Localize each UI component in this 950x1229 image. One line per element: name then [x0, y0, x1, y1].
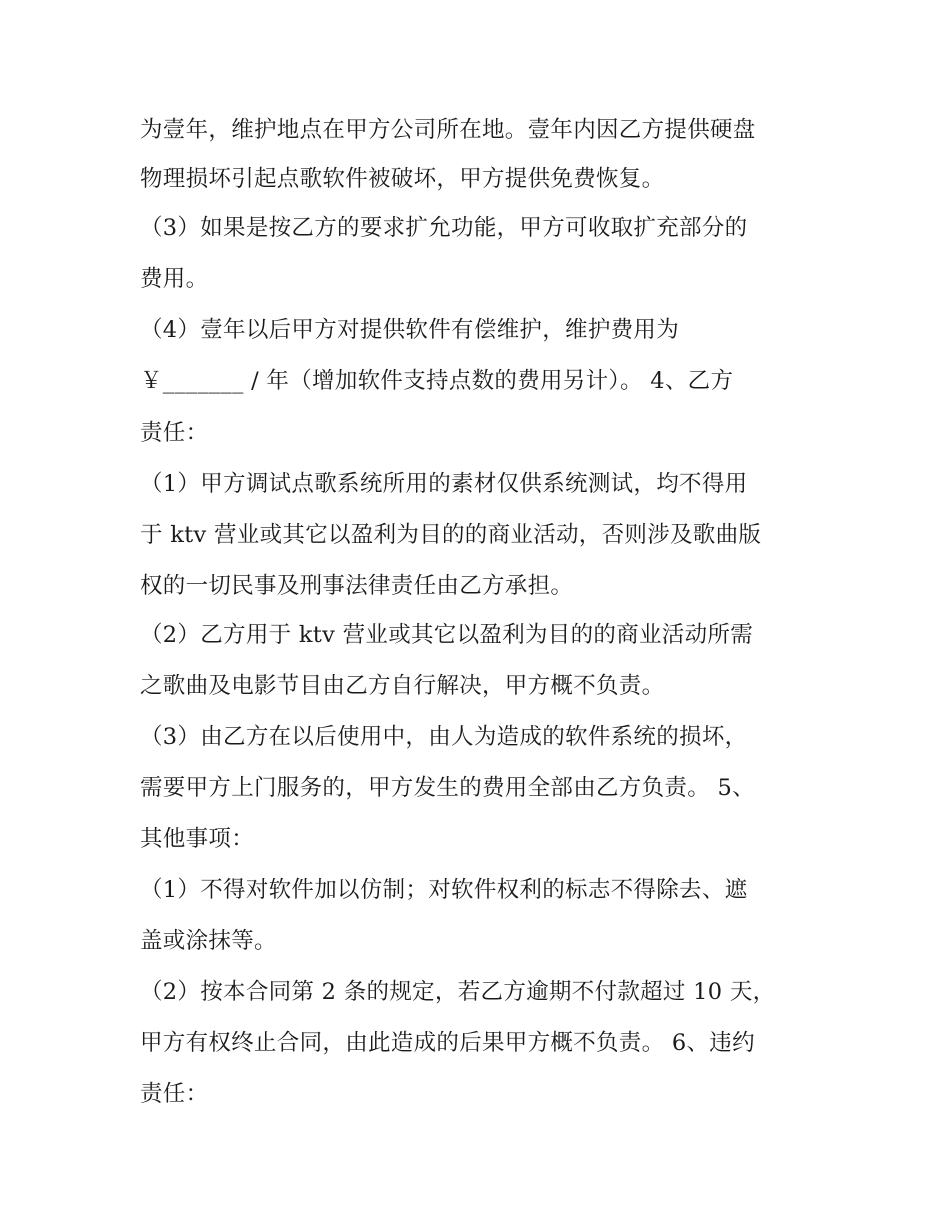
text-line: 需要甲方上门服务的，甲方发生的费用全部由乙方负责。 5、	[140, 775, 755, 801]
text-line: 之歌曲及电影节目由乙方自行解决，甲方概不负责。	[140, 673, 665, 699]
text-line: （4）壹年以后甲方对提供软件有偿维护，维护费用为	[140, 317, 680, 343]
text-line: （1）不得对软件加以仿制；对软件权利的标志不得除去、遮	[140, 877, 748, 903]
text-line: ￥_______ / 年（增加软件支持点数的费用另计）。 4、乙方	[140, 368, 734, 394]
text-line: 物理损坏引起点歌软件被破坏，甲方提供免费恢复。	[140, 166, 665, 192]
text-line: （3）由乙方在以后使用中，由人为造成的软件系统的损坏，	[140, 724, 748, 750]
text-line: 盖或涂抹等。	[140, 928, 277, 954]
text-line: 甲方有权终止合同，由此造成的后果甲方概不负责。 6、违约	[140, 1030, 755, 1056]
text-line: 费用。	[140, 266, 209, 292]
text-line: 于 ktv 营业或其它以盈利为目的的商业活动，否则涉及歌曲版	[140, 522, 762, 548]
text-line: （2）按本合同第 2 条的规定，若乙方逾期不付款超过 10 天，	[140, 979, 776, 1005]
text-line: 为壹年，维护地点在甲方公司所在地。壹年内因乙方提供硬盘	[140, 117, 756, 143]
text-line: 其他事项：	[140, 826, 255, 852]
text-line: 权的一切民事及刑事法律责任由乙方承担。	[140, 573, 574, 599]
text-line: 责任：	[140, 420, 209, 446]
text-line: 责任：	[140, 1081, 209, 1107]
text-line: （2）乙方用于 ktv 营业或其它以盈利为目的的商业活动所需	[140, 622, 754, 648]
text-line: （1）甲方调试点歌系统所用的素材仅供系统测试，均不得用	[140, 471, 748, 497]
text-line: （3）如果是按乙方的要求扩允功能，甲方可收取扩充部分的	[140, 215, 748, 241]
